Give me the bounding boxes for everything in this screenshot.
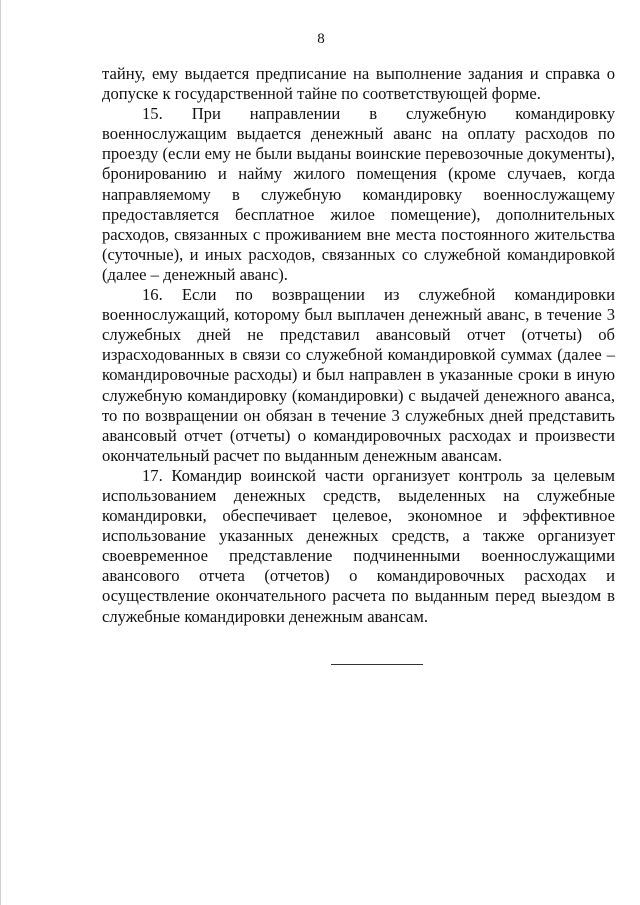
paragraph-16: 16. Если по возвращении из служебной командировки военнослужащий, которому был выплачен денежный аванс, в течение 3 служебных дней не представил авансовый отчет (отчеты) об израсходованных в связи со служебной командировкой суммах (далее – командировочные расходы) и был направлен в указанные сроки в иную служебную командировку (командировки) с выдачей денежного аванса, то по возвращении он обязан в течение 3 служебных дней представить авансовый отчет (отчеты) о командировочных расходах и произвести окончательный расчет по выданным денежным авансам. [102,285,615,465]
document-body [102,64,615,627]
end-divider-line [331,664,423,665]
page-number: 8 [317,31,325,47]
paragraph-15: 15. При направлении в служебную командировку военнослужащим выдается денежный аванс на оплату расходов по проезду (если ему не были выданы воинские перевозочные документы), бронированию и найму жилого помещения (кроме случаев, когда направляемому в служебную командировку военнослужащему предоставляется бесплатное жилое помещение), дополнительных расходов, связанных с проживанием вне места постоянного жительства (суточные), и иных расходов, связанных со служебной командировкой (далее – денежный аванс). [102,104,615,284]
paragraph-17: 17. Командир воинской части организует контроль за целевым использованием денежных средств, выделенных на служебные командировки, обеспечивает целевое, экономное и эффективное использование указанных денежных средств, а также организует своевременное представление подчиненными военнослужащими авансового отчета (отчетов) о командировочных расходах и осуществление окончательного расчета по выданным перед выездом в служебные командировки денежным авансам. [102,465,615,626]
paragraph-continuation: тайну, ему выдается предписание на выполнение задания и справка о допуске к государственной тайне по соответствующей форме. [102,64,615,104]
